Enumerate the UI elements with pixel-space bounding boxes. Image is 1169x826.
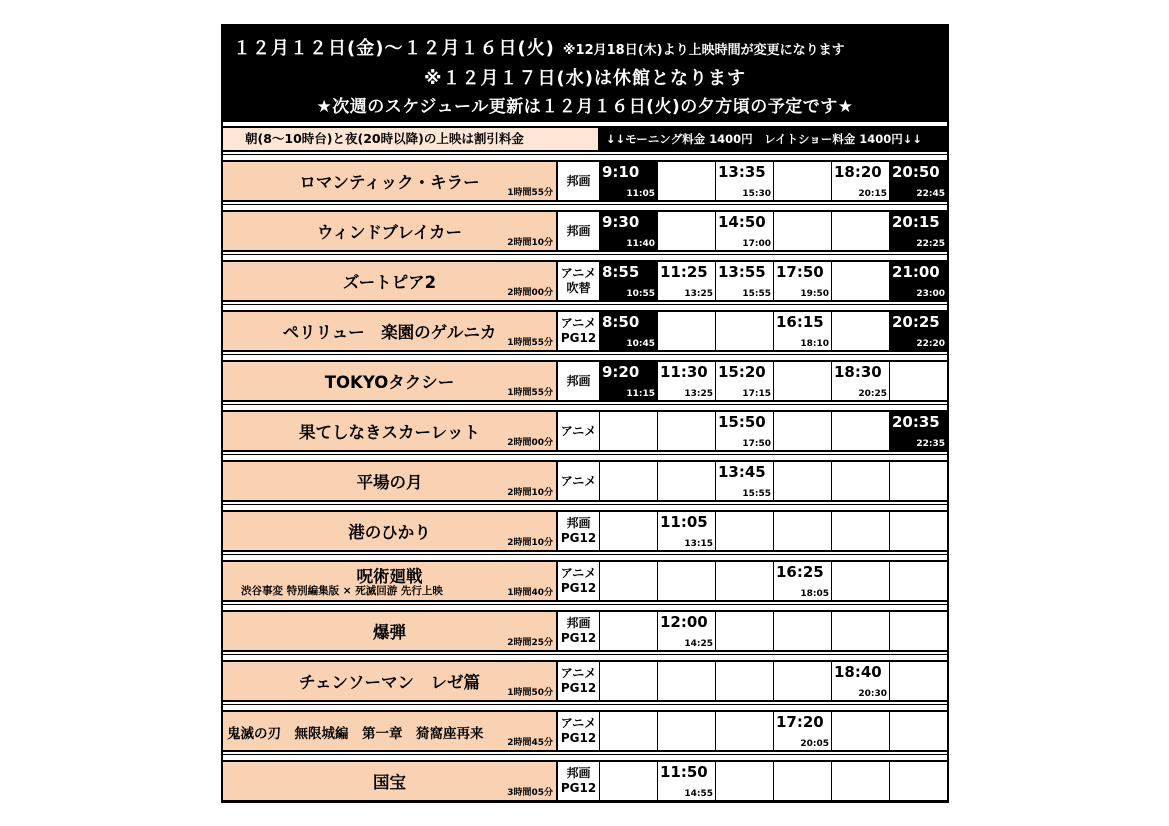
showtime-end: 10:55 — [626, 289, 655, 299]
showtime-start: 11:30 — [660, 363, 708, 381]
empty-slot — [658, 162, 716, 200]
empty-slot — [832, 262, 890, 300]
movie-type-label: アニメ — [560, 266, 597, 280]
showtime-start: 12:00 — [660, 613, 708, 631]
showtime-start: 13:55 — [718, 263, 766, 281]
empty-slot — [658, 662, 716, 700]
showtime-end: 15:55 — [742, 489, 771, 499]
showtime-end: 11:05 — [626, 189, 655, 199]
movie-type-label: アニメ — [560, 666, 597, 680]
showtime-end: 22:45 — [916, 189, 945, 199]
row-divider — [223, 504, 947, 505]
movie-type-cell — [558, 262, 600, 300]
showtime-slot — [832, 162, 890, 200]
movie-row — [223, 310, 947, 352]
movie-title: ロマンティック・キラー — [299, 173, 480, 192]
showtime-slot — [890, 212, 947, 250]
empty-slot — [832, 712, 890, 750]
showtime-start: 11:05 — [660, 513, 708, 531]
showtime-end: 17:15 — [742, 389, 771, 399]
empty-slot — [658, 212, 716, 250]
empty-slot — [832, 412, 890, 450]
movie-type-label: 邦画 — [566, 223, 591, 238]
movie-title: 果てしなきスカーレット — [298, 423, 480, 442]
empty-slot — [890, 662, 947, 700]
row-divider — [223, 404, 947, 405]
showtime-start: 14:50 — [718, 213, 766, 231]
movie-type-cell — [558, 562, 600, 600]
movie-row — [223, 360, 947, 402]
empty-slot — [774, 662, 832, 700]
movie-type-cell — [558, 212, 600, 250]
empty-slot — [600, 512, 658, 550]
movie-duration: 1時間40分 — [507, 588, 553, 598]
empty-slot — [600, 712, 658, 750]
empty-slot — [600, 412, 658, 450]
movie-duration: 2時間00分 — [507, 438, 553, 448]
showtime-slot — [658, 512, 716, 550]
movie-title: 爆弾 — [373, 623, 406, 642]
row-divider — [223, 154, 947, 155]
showtime-end: 22:35 — [916, 439, 945, 449]
showtime-slot — [600, 262, 658, 300]
empty-slot — [716, 712, 774, 750]
empty-slot — [716, 562, 774, 600]
movie-title: ウィンドブレイカー — [316, 223, 463, 242]
showtime-slot — [774, 262, 832, 300]
showtime-slot — [716, 162, 774, 200]
movie-duration: 2時間10分 — [507, 538, 553, 548]
movie-row — [223, 210, 947, 252]
row-divider — [223, 454, 947, 455]
empty-slot — [774, 362, 832, 400]
showtime-start: 9:10 — [602, 163, 640, 181]
empty-slot — [832, 212, 890, 250]
showtime-end: 14:55 — [684, 789, 713, 799]
movie-type-cell — [558, 512, 600, 550]
movie-title: 呪術廻戦 — [356, 567, 423, 586]
empty-slot — [600, 462, 658, 500]
showtime-start: 17:50 — [776, 263, 824, 281]
movie-title-cell — [223, 712, 558, 750]
empty-slot — [890, 512, 947, 550]
showtime-slot — [774, 312, 832, 350]
empty-slot — [774, 612, 832, 650]
movie-title: チェンソーマン レゼ篇 — [298, 673, 480, 692]
row-divider — [223, 254, 947, 255]
movie-type-cell — [558, 162, 600, 200]
discount-row — [223, 126, 947, 152]
showtime-end: 18:10 — [800, 339, 829, 349]
showtime-start: 18:30 — [834, 363, 882, 381]
movie-title-cell — [223, 562, 558, 600]
empty-slot — [716, 612, 774, 650]
row-divider — [223, 554, 947, 555]
showtime-end: 10:45 — [626, 339, 655, 349]
movie-duration: 1時間50分 — [507, 688, 553, 698]
movie-type-label: アニメ — [560, 316, 597, 330]
showtime-start: 9:20 — [602, 363, 640, 381]
empty-slot — [890, 362, 947, 400]
movie-title: ペリリュー 楽園のゲルニカ — [282, 323, 497, 342]
empty-slot — [890, 462, 947, 500]
movie-row — [223, 560, 947, 602]
movie-title-cell — [223, 162, 558, 200]
discount-note: 朝(8～10時台)と夜(20時以降)の上映は割引料金 — [223, 128, 600, 150]
showtime-slot — [890, 262, 947, 300]
row-divider — [223, 704, 947, 705]
movie-title: 平場の月 — [356, 473, 423, 492]
movie-type-label: アニメ — [560, 423, 597, 438]
movie-type-cell — [558, 762, 600, 800]
row-divider — [223, 204, 947, 205]
empty-slot — [832, 762, 890, 800]
movie-type-label: 邦画 — [566, 373, 591, 388]
showtime-end: 20:15 — [858, 189, 887, 199]
showtime-slot — [890, 312, 947, 350]
empty-slot — [600, 562, 658, 600]
showtime-start: 21:00 — [892, 263, 940, 281]
empty-slot — [658, 462, 716, 500]
movie-type-cell — [558, 462, 600, 500]
showtime-slot — [774, 712, 832, 750]
showtime-end: 23:00 — [916, 289, 945, 299]
movie-type-label: 邦画 — [566, 616, 591, 630]
showtime-start: 11:50 — [660, 763, 708, 781]
showtime-slot — [832, 362, 890, 400]
discount-prices: ↓↓モーニング料金 1400円 レイトショー料金 1400円↓↓ — [600, 128, 947, 150]
showtime-end: 13:25 — [684, 289, 713, 299]
movie-row — [223, 510, 947, 552]
empty-slot — [658, 712, 716, 750]
empty-slot — [774, 462, 832, 500]
showtime-slot — [890, 162, 947, 200]
movie-duration: 2時間45分 — [507, 738, 553, 748]
movie-type-label: アニメ — [560, 716, 597, 730]
empty-slot — [890, 562, 947, 600]
movie-duration: 1時間55分 — [507, 188, 553, 198]
showtime-end: 22:25 — [916, 239, 945, 249]
movie-type-cell — [558, 712, 600, 750]
row-divider — [223, 754, 947, 755]
movie-title: 鬼滅の刃 無限城編 第一章 猗窩座再来 — [227, 726, 484, 742]
showtime-slot — [600, 362, 658, 400]
showtime-start: 13:45 — [718, 463, 766, 481]
movie-duration: 1時間55分 — [507, 388, 553, 398]
movie-duration: 2時間10分 — [507, 238, 553, 248]
empty-slot — [890, 612, 947, 650]
empty-slot — [832, 612, 890, 650]
empty-slot — [832, 312, 890, 350]
showtime-end: 14:25 — [684, 639, 713, 649]
showtime-start: 16:25 — [776, 563, 824, 581]
movie-title: 港のひかり — [348, 523, 431, 542]
movie-type-cell — [558, 312, 600, 350]
empty-slot — [658, 412, 716, 450]
empty-slot — [890, 712, 947, 750]
movie-type-label: PG12 — [560, 731, 597, 745]
movie-type-cell — [558, 612, 600, 650]
movie-title-cell — [223, 312, 558, 350]
showtime-slot — [774, 562, 832, 600]
showtime-start: 18:20 — [834, 163, 882, 181]
movie-duration: 2時間25分 — [507, 638, 553, 648]
showtime-start: 8:50 — [602, 313, 640, 331]
showtime-slot — [600, 212, 658, 250]
showtime-start: 18:40 — [834, 663, 882, 681]
movie-type-label: アニメ — [560, 566, 597, 580]
movie-title: ズートピア2 — [342, 273, 437, 292]
empty-slot — [716, 512, 774, 550]
empty-slot — [774, 162, 832, 200]
showtime-end: 22:20 — [916, 339, 945, 349]
empty-slot — [716, 762, 774, 800]
showtime-end: 17:50 — [742, 439, 771, 449]
movie-type-cell — [558, 412, 600, 450]
row-divider — [223, 604, 947, 605]
empty-slot — [600, 662, 658, 700]
showtime-start: 16:15 — [776, 313, 824, 331]
empty-slot — [774, 762, 832, 800]
movie-row — [223, 710, 947, 752]
showtime-slot — [658, 762, 716, 800]
empty-slot — [716, 662, 774, 700]
movie-row — [223, 260, 947, 302]
showtime-start: 15:50 — [718, 413, 766, 431]
showtime-end: 11:15 — [626, 389, 655, 399]
movie-type-label: PG12 — [560, 531, 597, 545]
empty-slot — [832, 512, 890, 550]
movie-row — [223, 660, 947, 702]
row-divider — [223, 354, 947, 355]
movie-title-cell — [223, 612, 558, 650]
showtime-start: 9:30 — [602, 213, 640, 231]
showtime-slot — [658, 362, 716, 400]
empty-slot — [658, 562, 716, 600]
showtime-slot — [658, 612, 716, 650]
showtime-start: 20:15 — [892, 213, 940, 231]
header-line-1 — [233, 34, 845, 60]
movie-type-cell — [558, 662, 600, 700]
date-range: １２月１２日(金)～１２月１６日(火) — [233, 38, 555, 59]
showtime-slot — [716, 462, 774, 500]
showtime-start: 17:20 — [776, 713, 824, 731]
movie-row — [223, 460, 947, 502]
showtime-end: 20:05 — [800, 739, 829, 749]
showtime-start: 8:55 — [602, 263, 640, 281]
movie-row — [223, 610, 947, 652]
movie-title-cell — [223, 462, 558, 500]
showtime-start: 15:20 — [718, 363, 766, 381]
movie-type-label: PG12 — [560, 781, 597, 795]
movie-type-label: PG12 — [560, 681, 597, 695]
next-update-notice: ★次週のスケジュール更新は１２月１６日(火)の夕方頃の予定です★ — [316, 97, 854, 117]
movie-type-label: 吹替 — [566, 281, 591, 295]
showtime-end: 20:25 — [858, 389, 887, 399]
showtime-slot — [600, 312, 658, 350]
movie-type-label: PG12 — [560, 331, 597, 345]
movie-type-label: アニメ — [560, 473, 597, 488]
showtime-slot — [716, 412, 774, 450]
movie-title-cell — [223, 762, 558, 800]
showtime-start: 11:25 — [660, 263, 708, 281]
showtime-slot — [832, 662, 890, 700]
showtime-end: 13:25 — [684, 389, 713, 399]
movie-type-label: PG12 — [560, 631, 597, 645]
time-change-notice: ※12月18日(木)より上映時間が変更になります — [562, 43, 845, 58]
movie-type-label: 邦画 — [566, 516, 591, 530]
movie-title-cell — [223, 362, 558, 400]
empty-slot — [600, 612, 658, 650]
showtime-end: 13:15 — [684, 539, 713, 549]
movie-duration: 2時間00分 — [507, 288, 553, 298]
empty-slot — [600, 762, 658, 800]
movie-subtitle: 渋谷事変 特別編集版 × 死滅回游 先行上映 — [241, 585, 443, 597]
showtime-end: 17:00 — [742, 239, 771, 249]
showtime-end: 19:50 — [800, 289, 829, 299]
empty-slot — [832, 562, 890, 600]
movie-title-cell — [223, 262, 558, 300]
movie-type-label: 邦画 — [566, 766, 591, 780]
closed-day-notice: ※１２月１７日(水)は休館となります — [424, 68, 746, 89]
showtime-start: 20:35 — [892, 413, 940, 431]
movie-title: 国宝 — [373, 773, 406, 792]
movie-duration: 1時間55分 — [507, 338, 553, 348]
showtime-slot — [890, 412, 947, 450]
showtime-end: 15:30 — [742, 189, 771, 199]
schedule-header — [223, 26, 947, 122]
empty-slot — [774, 512, 832, 550]
empty-slot — [774, 212, 832, 250]
showtime-end: 20:30 — [858, 689, 887, 699]
movie-duration: 2時間10分 — [507, 488, 553, 498]
showtime-slot — [716, 212, 774, 250]
showtime-start: 13:35 — [718, 163, 766, 181]
showtime-end: 11:40 — [626, 239, 655, 249]
movie-type-cell — [558, 362, 600, 400]
showtime-end: 15:55 — [742, 289, 771, 299]
movie-row — [223, 410, 947, 452]
row-divider — [223, 304, 947, 305]
movie-row — [223, 160, 947, 202]
schedule-board — [221, 24, 949, 803]
empty-slot — [774, 412, 832, 450]
showtime-slot — [600, 162, 658, 200]
movie-title-cell — [223, 412, 558, 450]
showtime-slot — [658, 262, 716, 300]
empty-slot — [716, 312, 774, 350]
showtime-start: 20:50 — [892, 163, 940, 181]
movie-title-cell — [223, 212, 558, 250]
movie-row — [223, 760, 947, 802]
empty-slot — [832, 462, 890, 500]
showtime-end: 18:05 — [800, 589, 829, 599]
showtime-slot — [716, 262, 774, 300]
movie-type-label: PG12 — [560, 581, 597, 595]
movie-type-label: 邦画 — [566, 173, 591, 188]
showtime-start: 20:25 — [892, 313, 940, 331]
movie-title: TOKYOタクシー — [324, 373, 455, 392]
empty-slot — [658, 312, 716, 350]
movie-title-cell — [223, 512, 558, 550]
movie-duration: 3時間05分 — [507, 788, 553, 798]
row-divider — [223, 654, 947, 655]
showtime-slot — [716, 362, 774, 400]
movie-title-cell — [223, 662, 558, 700]
empty-slot — [890, 762, 947, 800]
